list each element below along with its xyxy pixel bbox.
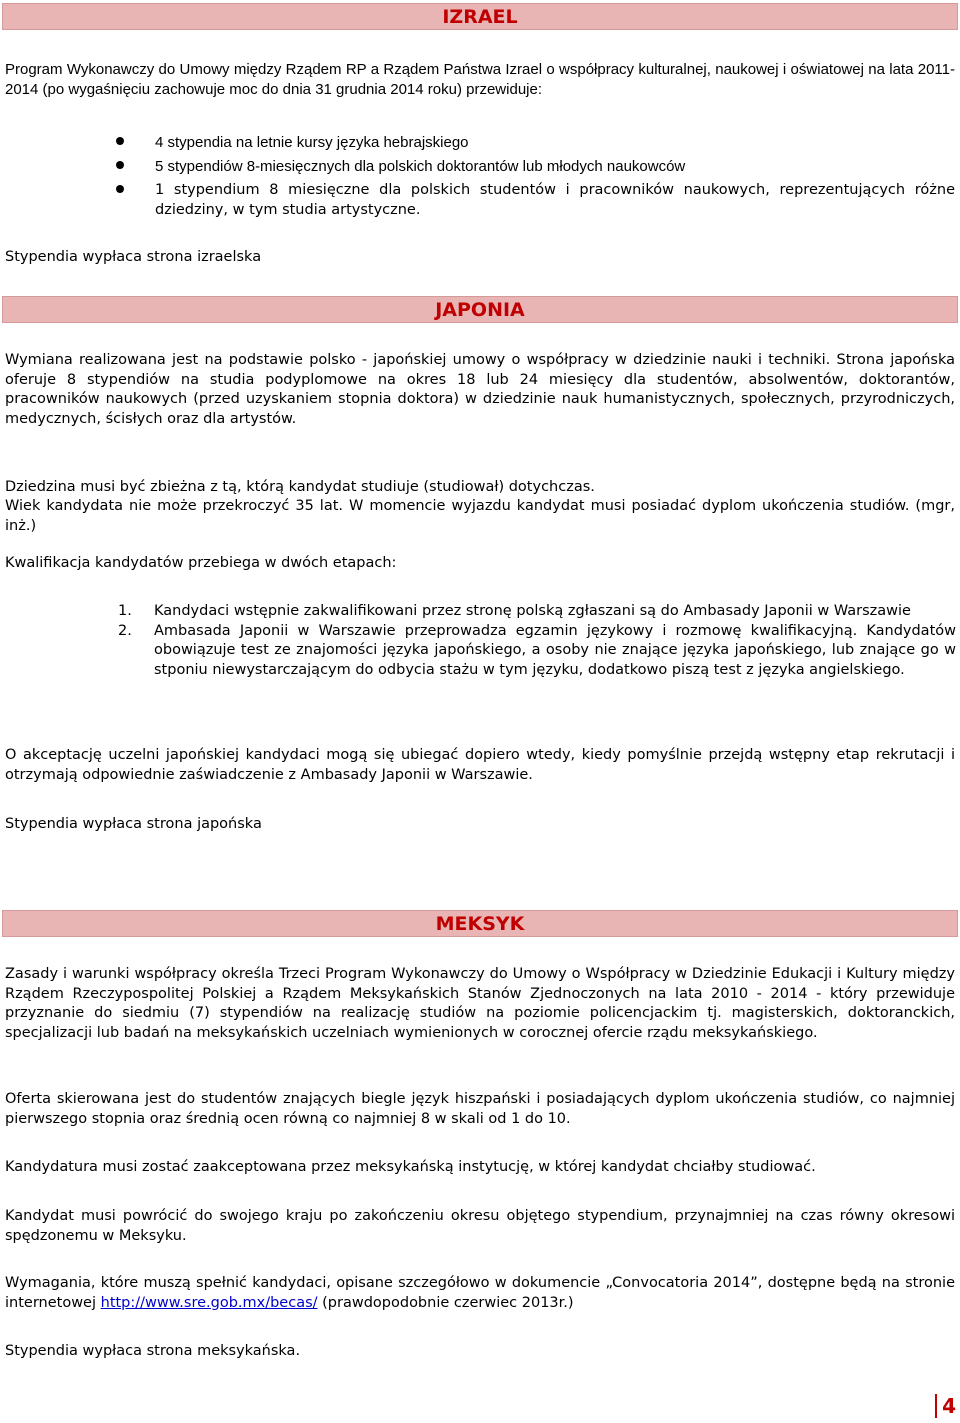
japan-payer: Stypendia wypłaca strona japońska: [5, 816, 262, 832]
list-item: 4 stypendia na letnie kursy języka hebrajskiego: [110, 133, 955, 153]
mexico-paragraph-5: Wymagania, które muszą spełnić kandydaci, opisane szczegółowo w dokumencie „Convocatoria 2014”, dostępne będą na stronie internetowej http://www.sre.gob.mx/becas/ (prawdopodobnie czerwiec 2013r.): [5, 1275, 955, 1311]
mexico-paragraph-1: Zasady i warunki współpracy określa Trzeci Program Wykonawczy do Umowy o Współpracy w Dziedzinie Edukacji i Kultury między Rządem Rzeczypospolitej Polskiej a Rządem Meksykańskich Stanów Zjednoczonych na lata 2010 - 2014 - który przewiduje przyznanie do siedmiu (7) stypendiów na realizację studiów na poziomie policencjackim tj. magisterskich, doktoranckich, specjalizacji lub badań na meksykańskich uczelniach wymienionych w corocznej ofercie rządu meksykańskiego.: [5, 966, 955, 1041]
japan-qualification-steps: [116, 602, 956, 680]
bullet-icon: [116, 137, 124, 145]
mexico-paragraph-3: Kandydatura musi zostać zaakceptowana przez meksykańską instytucję, w której kandydat chciałby studiować.: [5, 1159, 816, 1175]
section-heading-israel: IZRAEL: [2, 3, 958, 30]
mexico-payer: Stypendia wypłaca strona meksykańska.: [5, 1343, 301, 1359]
list-item: 1. Kandydaci wstępnie zakwalifikowani przez stronę polską zgłaszani są do Ambasady Japonii w Warszawie: [118, 603, 911, 619]
mexico-paragraph-4: Kandydat musi powrócić do swojego kraju po zakończeniu okresu objętego stypendium, przynajmniej na czas równy okresowi spędzonemu w Meksyku.: [5, 1208, 955, 1244]
list-item: 1 stypendium 8 miesięczne dla polskich studentów i pracowników naukowych, reprezentujących różne dziedziny, w tym studia artystyczne.: [110, 181, 955, 220]
israel-scholarship-list-cont: [110, 181, 955, 224]
mexico-paragraph-2: Oferta skierowana jest do studentów znających biegle język hiszpański i posiadających dyplom ukończenia studiów, co najmniej pierwszego stopnia oraz średnią ocen równą co najmniej 8 w skali od 1 do 10.: [5, 1091, 955, 1127]
page-number: 4: [935, 1394, 956, 1418]
japan-paragraph-3: Wiek kandydata nie może przekroczyć 35 lat. W momencie wyjazdu kandydat musi posiadać dyplom ukończenia studiów. (mgr, inż.): [5, 498, 955, 534]
japan-paragraph-1: Wymiana realizowana jest na podstawie polsko - japońskiej umowy o współpracy w dziedzinie nauki i techniki. Strona japońska oferuje 8 stypendiów na studia podyplomowe na okres 18 lub 24 miesięcy dla studentów, absolwentów, doktorantów, pracowników naukowych (przed uzyskaniem stopnia doktora) w dziedzinie nauk humanistycznych, społecznych, przyrodniczych, medycznych, ścisłych oraz dla artystów.: [5, 352, 955, 427]
japan-paragraph-4: Kwalifikacja kandydatów przebiega w dwóch etapach:: [5, 555, 397, 571]
japan-paragraph-5: O akceptację uczelni japońskiej kandydaci mogą się ubiegać dopiero wtedy, kiedy pomyślnie przejdą wstępny etap rekrutacji i otrzymają odpowiednie zaświadczenie z Ambasady Japonii w Warszawie.: [5, 747, 955, 783]
list-item: 2. Ambasada Japonii w Warszawie przeprowadza egzamin językowy i rozmowę kwalifikacyjną. Kandydatów obowiązuje test ze znajomości języka japońskiego, a osoby nie znające języka japońskiego, lub znające go w stponiu niewystarczającym do odbycia stażu w tym języku, dodatkowo piszą test z języka angielskiego.: [118, 622, 956, 678]
israel-scholarship-list: [110, 133, 955, 181]
japan-paragraph-2: Dziedzina musi być zbieżna z tą, którą kandydat studiuje (studiował) dotychczas.: [5, 479, 595, 495]
bullet-icon: [116, 161, 124, 169]
section-heading-japan: JAPONIA: [2, 296, 958, 323]
section-heading-mexico: MEKSYK: [2, 910, 958, 937]
israel-intro: Program Wykonawczy do Umowy między Rządem RP a Rządem Państwa Izrael o współpracy kulturalnej, naukowej i oświatowej na lata 2011-2014 (po wygaśnięciu zachowuje moc do dnia 31 grudnia 2014 roku) przewiduje:: [5, 61, 955, 98]
israel-payer: Stypendia wypłaca strona izraelska: [5, 249, 262, 265]
list-item: 5 stypendiów 8-miesięcznych dla polskich doktorantów lub młodych naukowców: [110, 157, 955, 177]
bullet-icon: [116, 185, 124, 193]
becas-link[interactable]: http://www.sre.gob.mx/becas/: [100, 1294, 318, 1311]
